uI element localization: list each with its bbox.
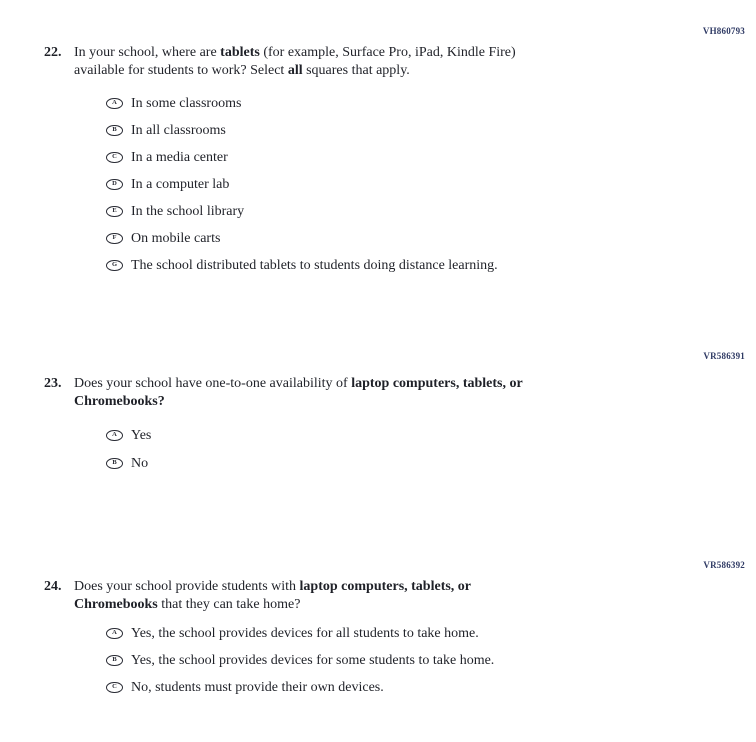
answer-oval-a-icon[interactable]: A [106, 98, 123, 110]
question-24-options [74, 626, 494, 695]
answer-oval-b-icon[interactable]: B [106, 458, 123, 470]
question-22-number: 22. [44, 45, 62, 60]
question-24-line-2: Chromebooks that they can take home? [74, 597, 301, 612]
question-22-line-2: available for students to work? Select all squares that apply. [74, 63, 410, 78]
option-no[interactable] [106, 456, 523, 471]
option-label: In a media center [131, 150, 228, 165]
item-code-24: VR586392 [703, 560, 745, 570]
option-yes[interactable] [106, 428, 523, 443]
option-c[interactable] [106, 150, 516, 165]
question-22-line-1: In your school, where are tablets (for example, Surface Pro, iPad, Kindle Fire) [74, 45, 516, 60]
question-24-number: 24. [44, 579, 62, 594]
option-d[interactable] [106, 177, 516, 192]
option-f[interactable] [106, 231, 516, 246]
option-label: Yes, the school provides devices for some students to take home. [131, 653, 495, 668]
question-23 [44, 375, 704, 484]
question-23-line-2: Chromebooks? [74, 394, 165, 409]
question-24-text [74, 578, 494, 707]
question-23-text [74, 375, 523, 484]
item-code-22: VH860793 [702, 26, 745, 36]
answer-oval-a-icon[interactable]: A [106, 430, 123, 442]
option-a[interactable] [106, 96, 516, 111]
question-23-number: 23. [44, 376, 62, 391]
answer-oval-c-icon[interactable]: C [106, 152, 123, 164]
option-label: In some classrooms [131, 96, 242, 111]
item-code-23: VR586391 [703, 351, 745, 361]
answer-oval-b-icon[interactable]: B [106, 125, 123, 137]
option-label: In a computer lab [131, 177, 230, 192]
answer-oval-a-icon[interactable]: A [106, 628, 123, 640]
option-label: No [131, 456, 149, 471]
option-label: No, students must provide their own devices. [131, 680, 384, 695]
option-b[interactable] [106, 123, 516, 138]
option-label: On mobile carts [131, 231, 221, 246]
question-22-options [74, 96, 516, 273]
answer-oval-b-icon[interactable]: B [106, 655, 123, 667]
answer-oval-c-icon[interactable]: C [106, 682, 123, 694]
option-label: Yes [131, 428, 152, 443]
answer-oval-e-icon[interactable]: E [106, 206, 123, 218]
question-24-line-1: Does your school provide students with laptop computers, tablets, or [74, 579, 472, 594]
question-23-options [74, 428, 523, 471]
answer-oval-f-icon[interactable]: F [106, 233, 123, 245]
option-label: In all classrooms [131, 123, 226, 138]
option-label: The school distributed tablets to students doing distance learning. [131, 258, 498, 273]
question-22-text [74, 44, 516, 285]
option-c[interactable] [106, 680, 494, 695]
option-e[interactable] [106, 204, 516, 219]
option-g[interactable] [106, 258, 516, 273]
question-22 [44, 44, 704, 285]
answer-oval-g-icon[interactable]: G [106, 260, 123, 272]
question-24 [44, 578, 704, 707]
option-b[interactable] [106, 653, 494, 668]
option-label: In the school library [131, 204, 245, 219]
option-a[interactable] [106, 626, 494, 641]
option-label: Yes, the school provides devices for all students to take home. [131, 626, 479, 641]
question-23-line-1: Does your school have one-to-one availability of laptop computers, tablets, or [74, 376, 523, 391]
answer-oval-d-icon[interactable]: D [106, 179, 123, 191]
